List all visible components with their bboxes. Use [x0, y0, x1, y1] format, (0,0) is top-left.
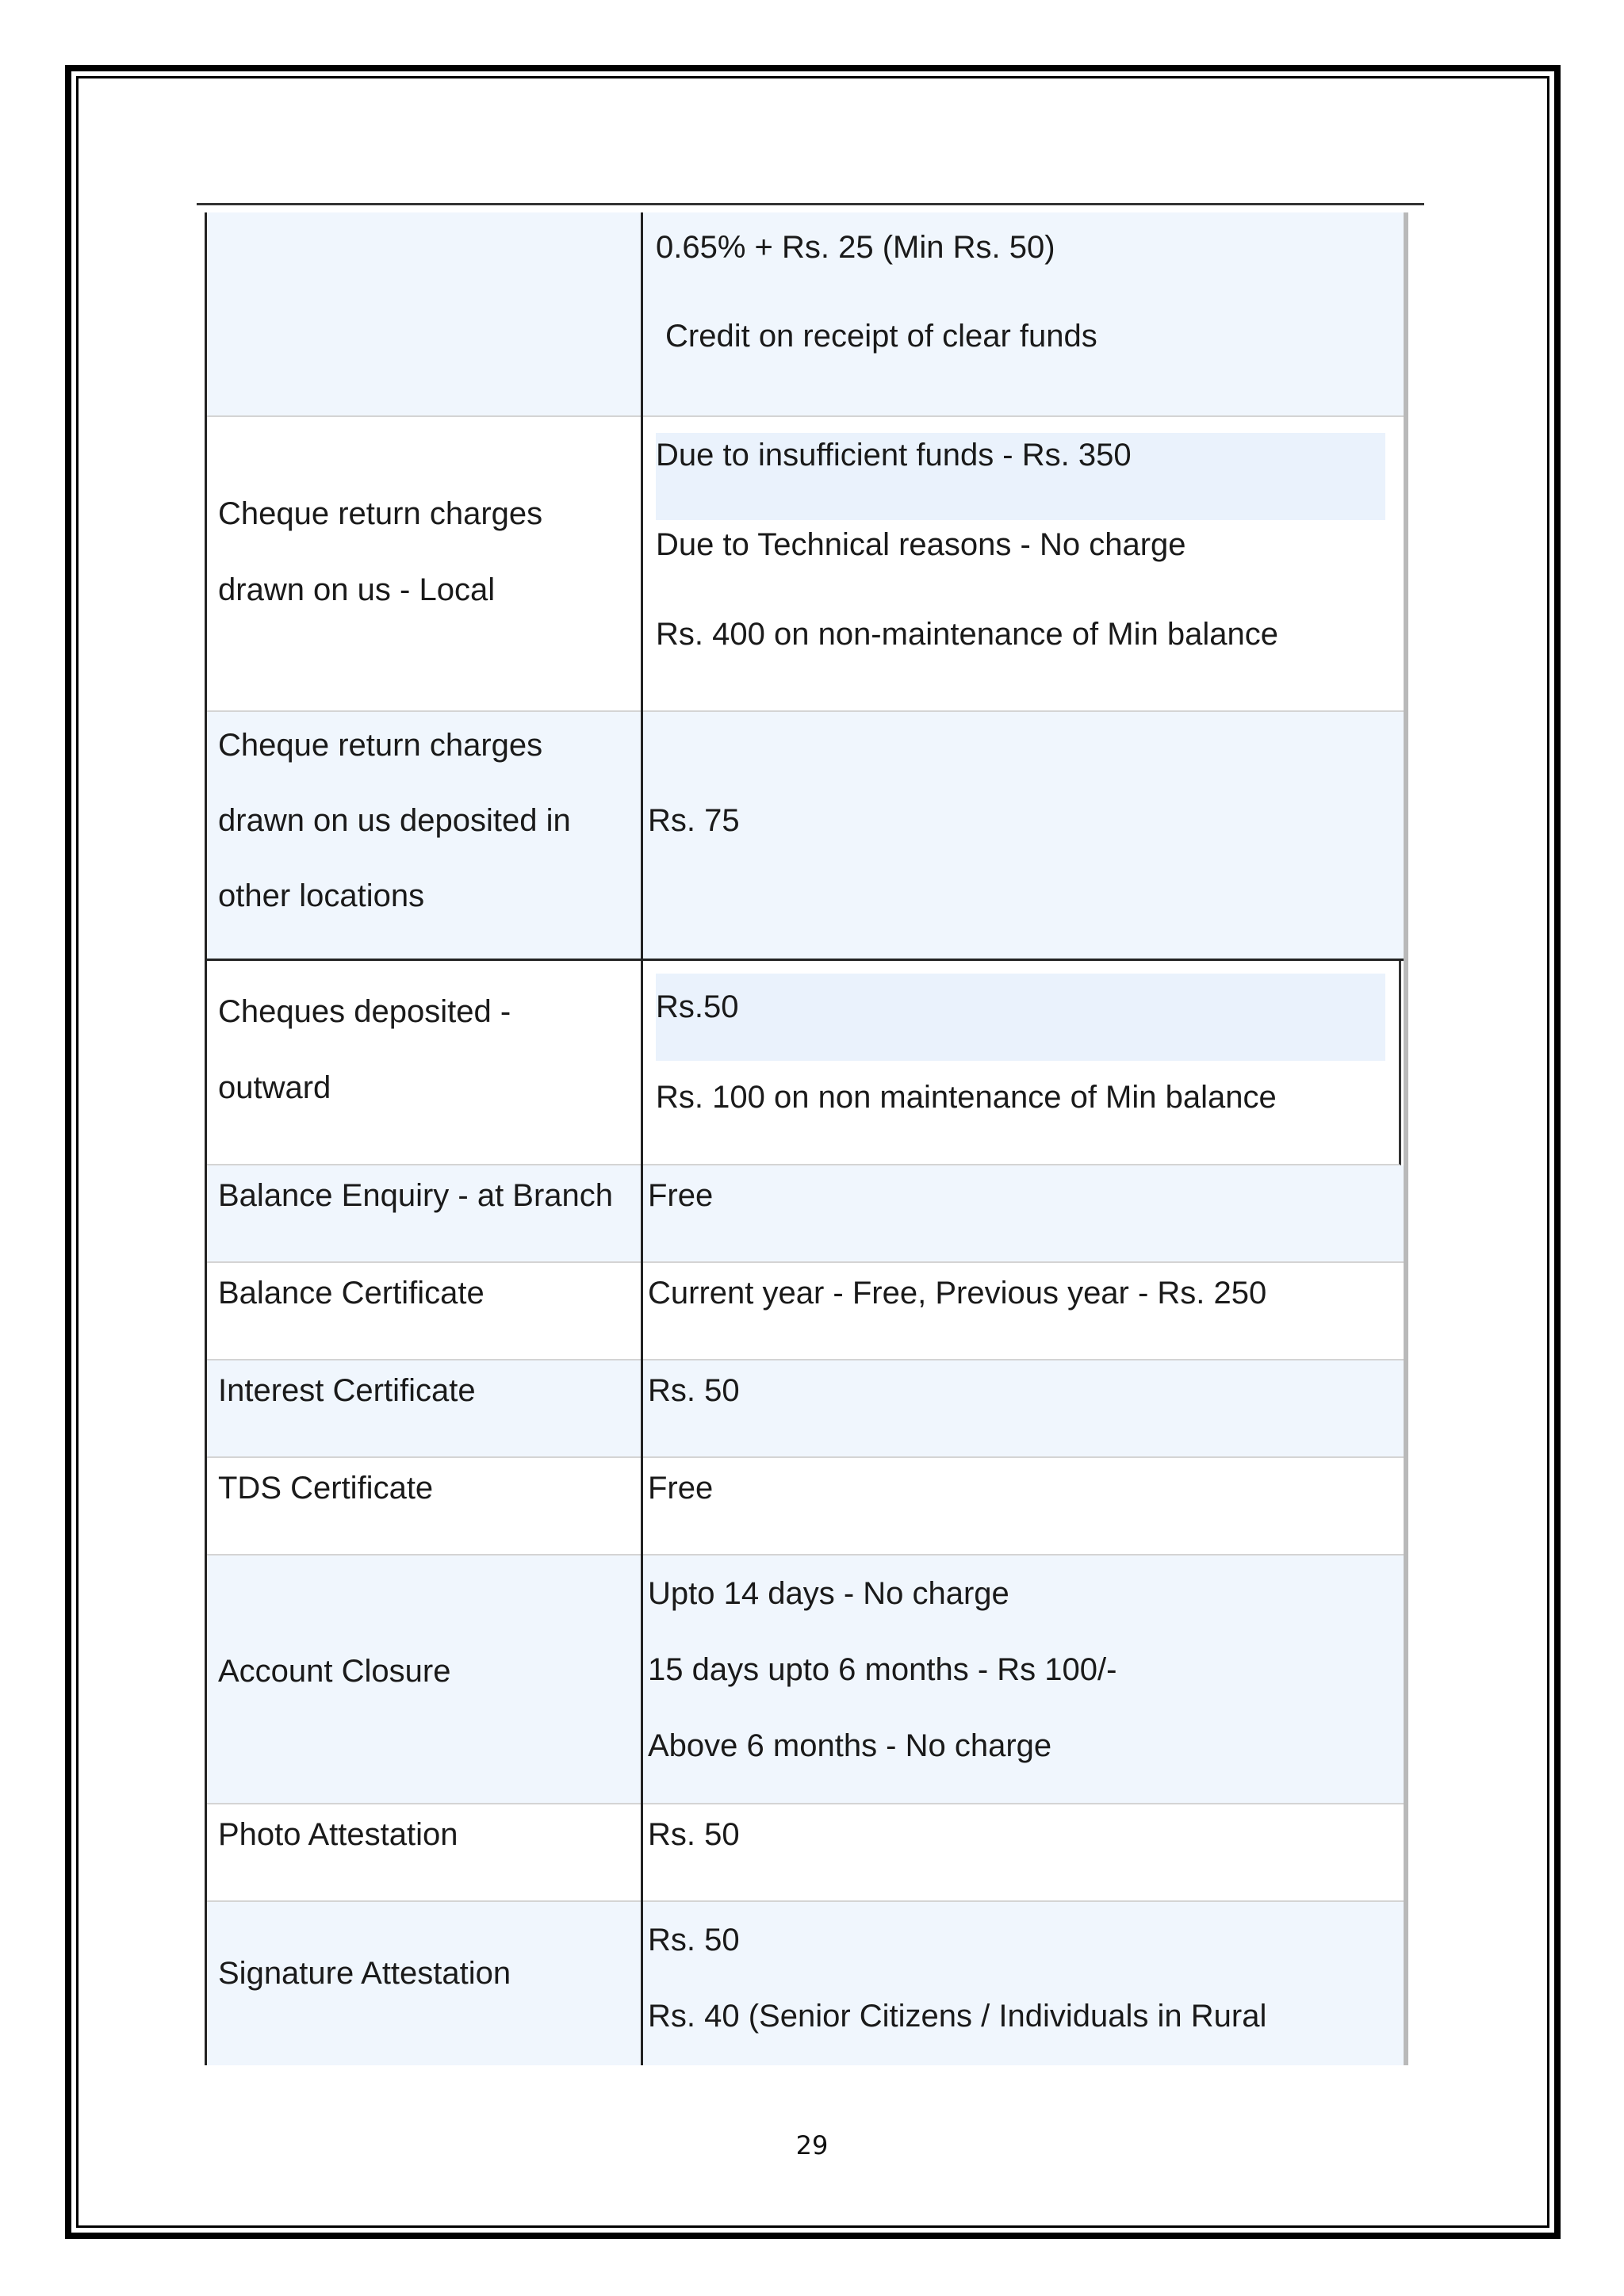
label-line: Balance Certificate: [218, 1276, 485, 1311]
value-line: Current year - Free, Previous year - Rs. 250: [648, 1276, 1267, 1311]
value-line: Upto 14 days - No charge: [648, 1576, 1009, 1611]
label-line: TDS Certificate: [218, 1471, 434, 1506]
highlight-band: [656, 974, 1385, 1061]
label-line: other locations: [218, 878, 425, 913]
table-row: [207, 961, 1401, 1165]
value-line: Credit on receipt of clear funds: [665, 319, 1097, 354]
label-line: Signature Attestation: [218, 1956, 511, 1991]
value-line: Free: [648, 1471, 714, 1506]
label-line: Photo Attestation: [218, 1817, 458, 1852]
table-row: [207, 712, 1404, 961]
value-line: Rs. 50: [648, 1373, 740, 1408]
label-line: Account Closure: [218, 1654, 451, 1689]
label-line: Balance Enquiry - at Branch: [218, 1178, 614, 1213]
value-line: Above 6 months - No charge: [648, 1728, 1052, 1763]
value-line: Free: [648, 1178, 714, 1213]
value-line: 0.65% + Rs. 25 (Min Rs. 50): [656, 230, 1055, 265]
page-number: 29: [795, 2130, 829, 2160]
value-line: Rs. 40 (Senior Citizens / Individuals in Rural: [648, 1999, 1267, 2034]
table-right-border: [1404, 212, 1408, 2065]
table-row: [207, 1458, 1404, 1556]
value-line: Rs. 50: [648, 1923, 740, 1957]
value-line: Due to Technical reasons - No charge: [656, 527, 1186, 562]
value-line: Rs. 50: [648, 1817, 740, 1852]
header-rule: [197, 203, 1424, 205]
label-line: drawn on us - Local: [218, 572, 496, 607]
value-line: Rs. 100 on non maintenance of Min balance: [656, 1080, 1277, 1115]
table-row: [207, 417, 1404, 712]
table-left-border: [205, 212, 207, 2065]
label-line: drawn on us deposited in: [218, 803, 571, 838]
table-row: [207, 212, 1404, 417]
label-line: Cheques deposited -: [218, 994, 511, 1029]
fee-table: [205, 212, 1408, 2065]
table-row: [207, 1360, 1404, 1458]
value-line: Rs. 75: [648, 803, 740, 838]
label-line: outward: [218, 1070, 331, 1105]
table-row: [207, 1556, 1404, 1804]
value-line: Due to insufficient funds - Rs. 350: [656, 438, 1132, 473]
label-line: Interest Certificate: [218, 1373, 476, 1408]
column-divider: [641, 212, 643, 2065]
value-line: Rs.50: [656, 989, 739, 1024]
table-row: [207, 1902, 1404, 2065]
table-row: [207, 1263, 1404, 1360]
table-row: [207, 1165, 1404, 1263]
table-row: [207, 1804, 1404, 1902]
value-line: Rs. 400 on non-maintenance of Min balance: [656, 617, 1278, 652]
label-line: Cheque return charges: [218, 728, 543, 763]
label-line: Cheque return charges: [218, 496, 543, 531]
value-line: 15 days upto 6 months - Rs 100/-: [648, 1652, 1117, 1687]
